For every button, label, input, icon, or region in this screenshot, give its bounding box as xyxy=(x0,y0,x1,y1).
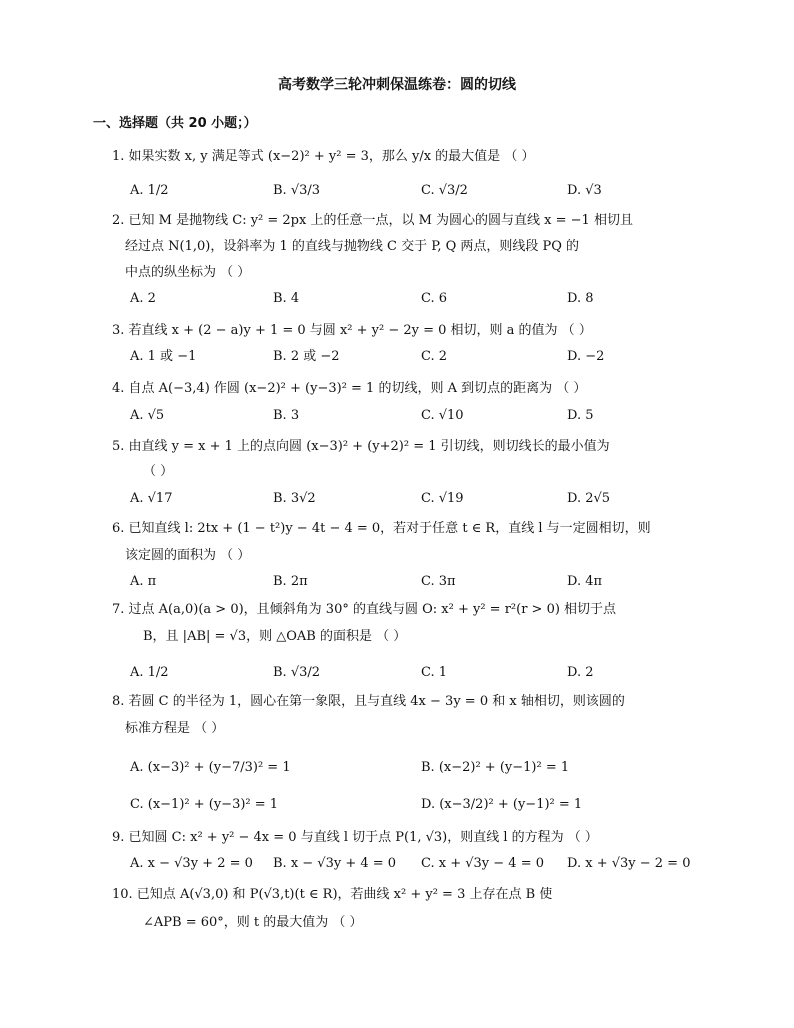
q8-option-c: C. (x−1)² + (y−3)² = 1 xyxy=(130,797,279,812)
q4-option-c: C. √10 xyxy=(421,408,464,423)
q3-option-d: D. −2 xyxy=(567,349,605,364)
q5-option-d: D. 2√5 xyxy=(567,491,611,506)
q9-option-c: C. x + √3y − 4 = 0 xyxy=(421,856,544,871)
question-9-line-1: 9. 已知圆 C: x² + y² − 4x = 0 与直线 l 切于点 P(1, √3)，则直线 l 的方程为 （ ） xyxy=(112,830,598,845)
q7-option-c: C. 1 xyxy=(421,665,448,680)
q8-option-b: B. (x−2)² + (y−1)² = 1 xyxy=(421,760,570,775)
q7-option-a: A. 1/2 xyxy=(130,665,169,680)
q2-option-c: C. 6 xyxy=(421,291,448,306)
question-5-line-2: （ ） xyxy=(143,464,174,479)
q1-option-d: D. √3 xyxy=(567,183,602,198)
q4-option-a: A. √5 xyxy=(130,408,165,423)
q5-option-a: A. √17 xyxy=(130,491,173,506)
q8-option-a: A. (x−3)² + (y−7/3)² = 1 xyxy=(130,760,291,775)
q3-option-a: A. 1 或 −1 xyxy=(130,349,197,364)
question-1-line-1: 1. 如果实数 x, y 满足等式 (x−2)² + y² = 3，那么 y/x 的最大值是 （ ） xyxy=(112,149,535,164)
question-4-line-1: 4. 自点 A(−3,4) 作圆 (x−2)² + (y−3)² = 1 的切线，则 A 到切点的距离为 （ ） xyxy=(112,381,587,396)
q8-option-d: D. (x−3/2)² + (y−1)² = 1 xyxy=(421,797,583,812)
q9-option-d: D. x + √3y − 2 = 0 xyxy=(567,856,691,871)
section-heading: 一、选择题（共 20 小题；） xyxy=(93,116,257,131)
q7-option-b: B. √3/2 xyxy=(273,665,321,680)
q5-option-b: B. 3√2 xyxy=(273,491,316,506)
question-5-line-1: 5. 由直线 y = x + 1 上的点向圆 (x−3)² + (y+2)² = 1 引切线，则切线长的最小值为 xyxy=(112,439,610,454)
q6-option-c: C. 3π xyxy=(421,574,456,589)
q6-option-d: D. 4π xyxy=(567,574,603,589)
question-2-line-3: 中点的纵坐标为 （ ） xyxy=(125,265,251,280)
q3-option-c: C. 2 xyxy=(421,349,448,364)
q1-option-a: A. 1/2 xyxy=(130,183,169,198)
q6-option-b: B. 2π xyxy=(273,574,308,589)
question-7-line-2: B，且 |AB| = √3，则 △OAB 的面积是 （ ） xyxy=(143,629,407,644)
question-7-line-1: 7. 过点 A(a,0)(a > 0)，且倾斜角为 30° 的直线与圆 O: x² + y² = r²(r > 0) 相切于点 xyxy=(112,602,617,617)
q2-option-b: B. 4 xyxy=(273,291,300,306)
question-2-line-2: 经过点 N(1,0)，设斜率为 1 的直线与抛物线 C 交于 P, Q 两点，则线段 PQ 的 xyxy=(125,239,580,254)
q5-option-c: C. √19 xyxy=(421,491,464,506)
question-6-line-1: 6. 已知直线 l: 2tx + (1 − t²)y − 4t − 4 = 0，若对于任意 t ∈ R，直线 l 与一定圆相切，则 xyxy=(112,521,651,536)
question-8-line-2: 标准方程是 （ ） xyxy=(125,721,225,736)
question-6-line-2: 该定圆的面积为 （ ） xyxy=(125,548,251,563)
question-3-line-1: 3. 若直线 x + (2 − a)y + 1 = 0 与圆 x² + y² − 2y = 0 相切，则 a 的值为 （ ） xyxy=(112,323,592,338)
question-10-line-1: 10. 已知点 A(√3,0) 和 P(√3,t)(t ∈ R)，若曲线 x² + y² = 3 上存在点 B 使 xyxy=(112,887,553,902)
page-title: 高考数学三轮冲刺保温练卷：圆的切线 xyxy=(278,77,516,93)
q4-option-b: B. 3 xyxy=(273,408,300,423)
q9-option-a: A. x − √3y + 2 = 0 xyxy=(130,856,253,871)
q2-option-a: A. 2 xyxy=(130,291,156,306)
question-2-line-1: 2. 已知 M 是抛物线 C: y² = 2px 上的任意一点，以 M 为圆心的圆与直线 x = −1 相切且 xyxy=(112,213,633,228)
q1-option-b: B. √3/3 xyxy=(273,183,321,198)
q9-option-b: B. x − √3y + 4 = 0 xyxy=(273,856,397,871)
question-10-line-2: ∠APB = 60°，则 t 的最大值为 （ ） xyxy=(143,915,363,930)
q2-option-d: D. 8 xyxy=(567,291,594,306)
q6-option-a: A. π xyxy=(130,574,157,589)
q7-option-d: D. 2 xyxy=(567,665,594,680)
q3-option-b: B. 2 或 −2 xyxy=(273,349,340,364)
question-8-line-1: 8. 若圆 C 的半径为 1，圆心在第一象限，且与直线 4x − 3y = 0 和 x 轴相切，则该圆的 xyxy=(112,694,625,709)
q1-option-c: C. √3/2 xyxy=(421,183,468,198)
q4-option-d: D. 5 xyxy=(567,408,594,423)
